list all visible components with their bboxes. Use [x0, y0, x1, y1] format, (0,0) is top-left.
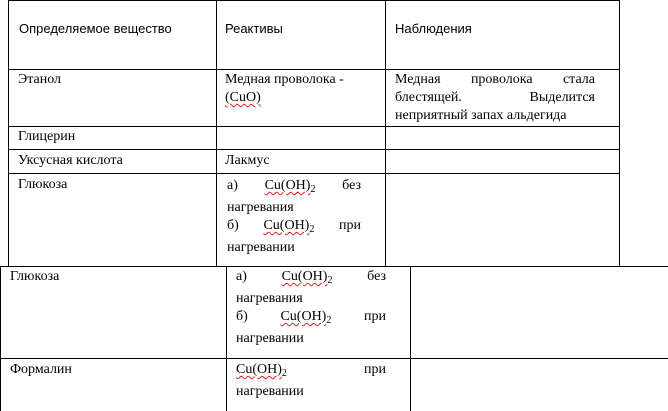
substance-ethanol: Этанол [18, 72, 62, 87]
header-substance: Определяемое вещество [19, 21, 172, 36]
reagent-glucose-2: а) $Cu(OH)_2$ без нагревания б) $Cu(OH)_2$ при нагревании [236, 269, 386, 346]
substance-glycerin: Глицерин [18, 129, 76, 144]
substance-acetic-acid: Уксусная кислота [18, 153, 123, 168]
header-reagents: Реактивы [225, 21, 283, 36]
divider [8, 69, 620, 70]
substance-formalin: Формалин [10, 362, 72, 377]
divider [8, 173, 620, 174]
divider [8, 149, 620, 150]
divider [619, 0, 620, 266]
divider [0, 358, 668, 359]
divider [0, 266, 1, 411]
header-observations: Наблюдения [395, 21, 472, 36]
reagent-ethanol: Медная проволока - (CuO) [225, 72, 344, 105]
observation-ethanol: Медная проволока стала блестящей. Выделится неприятный запах альдегида [395, 72, 595, 123]
substance-glucose-2: Глюкоза [10, 269, 60, 284]
divider [216, 0, 217, 266]
reagent-acetic-acid: Лакмус [225, 153, 270, 168]
divider [410, 266, 411, 411]
divider [226, 266, 227, 411]
divider [8, 0, 9, 266]
divider [8, 126, 620, 127]
reagent-formalin: $Cu(OH)_2$ при нагревании [236, 362, 386, 399]
divider [385, 0, 386, 266]
divider [8, 0, 620, 1]
substance-glucose: Глюкоза [18, 177, 68, 192]
divider [0, 266, 668, 267]
reagent-glucose: а) $Cu(OH)_2$ без нагревания б) $Cu(OH)_2$ при нагревании [227, 178, 361, 255]
